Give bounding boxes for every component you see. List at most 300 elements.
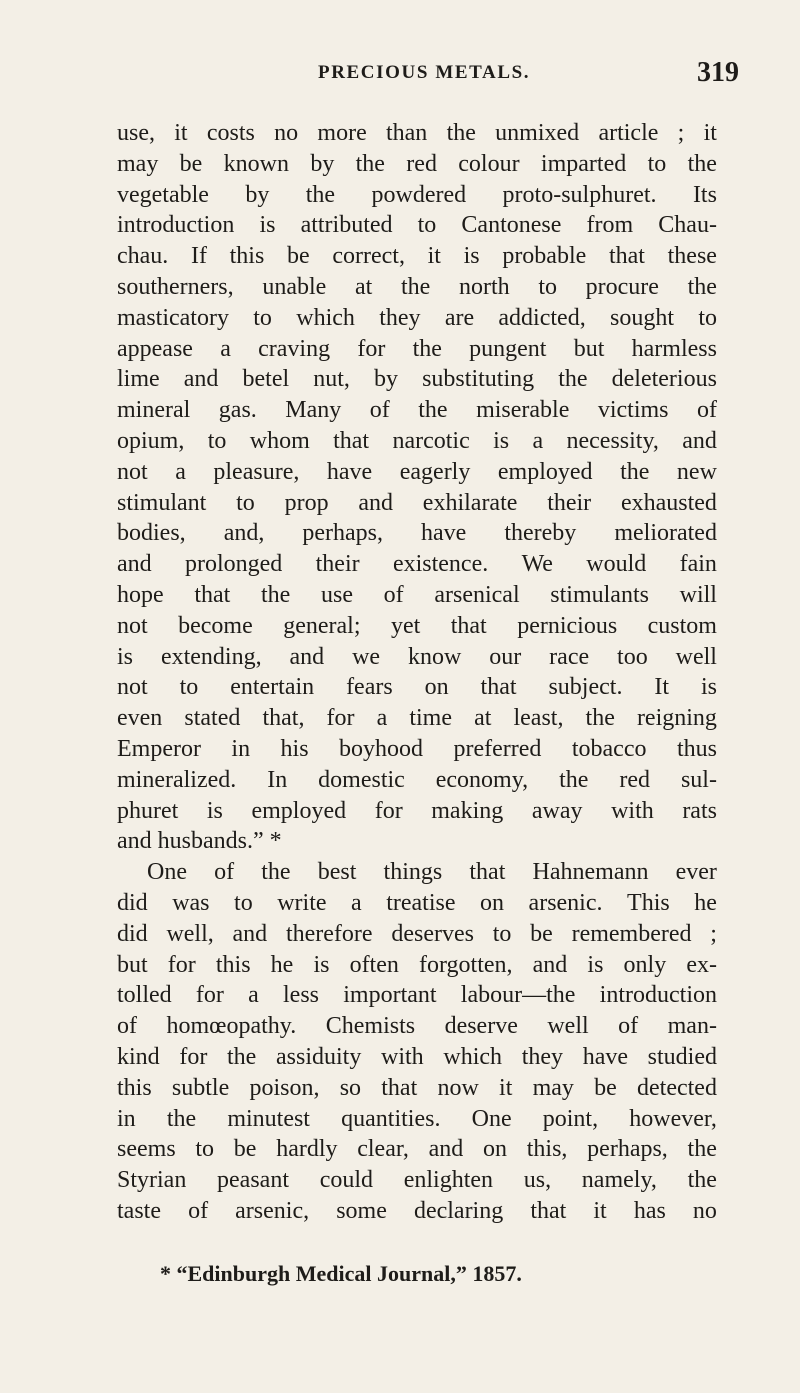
word: taste — [117, 1197, 161, 1224]
word: by — [374, 366, 398, 393]
word: on — [483, 1136, 508, 1163]
word: perhaps, — [302, 520, 383, 547]
word: new — [676, 458, 717, 485]
word: subject. — [548, 674, 623, 701]
text-line — [117, 334, 717, 365]
text-line: and husbands.” * — [117, 828, 282, 855]
page-header — [0, 57, 800, 92]
word: the — [558, 366, 588, 393]
word: write — [277, 889, 327, 916]
word: existence. — [392, 551, 489, 578]
word: well — [547, 1013, 589, 1040]
word: not — [117, 674, 148, 701]
word: with — [381, 1043, 424, 1070]
word: enlighten — [403, 1167, 494, 1194]
word: they — [521, 1043, 564, 1070]
word: he — [270, 951, 294, 978]
word: deserves — [391, 920, 474, 947]
word: to — [538, 273, 557, 300]
word: gas. — [218, 397, 257, 424]
word: assiduity — [276, 1043, 362, 1070]
word: correct, — [332, 243, 405, 270]
word: not — [117, 612, 148, 639]
word: peasant — [217, 1167, 289, 1194]
word: the — [446, 120, 476, 146]
word: that — [194, 581, 231, 608]
word: article — [598, 120, 659, 146]
text-line — [117, 118, 717, 149]
text-line — [117, 796, 717, 827]
word: quantities. — [341, 1105, 441, 1132]
word: which — [296, 304, 355, 331]
word: but — [573, 335, 605, 362]
word: be — [594, 1074, 617, 1101]
word: that — [530, 1197, 567, 1224]
word: bodies, — [117, 520, 186, 547]
word: tolled — [117, 982, 172, 1009]
word: treatise — [386, 889, 456, 916]
word: hope — [117, 581, 164, 608]
word: deleterious — [611, 366, 717, 393]
word: and — [682, 427, 717, 454]
word: clear, — [357, 1136, 409, 1163]
word: their — [315, 551, 360, 578]
word: ex- — [686, 951, 717, 978]
word: this — [215, 951, 251, 978]
word: and — [428, 1136, 464, 1163]
text-line — [117, 580, 717, 611]
word: for — [195, 982, 224, 1009]
word: to — [236, 489, 255, 516]
word: and — [183, 366, 219, 393]
word: lime — [117, 366, 160, 393]
word: vegetable — [117, 181, 209, 208]
word: colour — [458, 150, 520, 177]
word: these — [667, 243, 717, 270]
text-line — [117, 611, 717, 642]
word: probable — [502, 243, 587, 270]
word: thereby — [504, 520, 577, 547]
word: It — [654, 674, 670, 701]
word: seems — [117, 1136, 176, 1163]
word: a — [351, 889, 362, 916]
word: which — [443, 1043, 503, 1070]
word: will — [679, 581, 717, 608]
word: proto-sulphuret. — [502, 181, 657, 208]
word: with — [611, 797, 654, 824]
word: north — [458, 273, 510, 300]
word: the — [305, 181, 336, 208]
word: betel — [242, 366, 290, 393]
word: to — [179, 674, 199, 701]
word: In — [267, 766, 288, 793]
word: that — [333, 427, 370, 454]
word: domestic — [318, 766, 405, 793]
word: to — [647, 150, 667, 177]
word: and — [358, 489, 394, 516]
word: on — [424, 674, 449, 701]
word: fears — [346, 674, 393, 701]
word: prop — [284, 489, 329, 516]
word: now — [437, 1074, 479, 1101]
text-line — [117, 241, 717, 272]
word: the — [412, 335, 442, 362]
word: attributed — [300, 212, 393, 239]
word: thus — [676, 735, 717, 762]
word: from — [586, 212, 634, 239]
word: our — [489, 643, 522, 670]
text-line — [117, 672, 717, 703]
word: are — [444, 304, 475, 331]
word: stated — [184, 705, 241, 732]
word: Many — [285, 397, 342, 424]
word: necessity, — [566, 427, 659, 454]
word: Chau- — [658, 212, 717, 239]
word: this, — [526, 1136, 568, 1163]
word: arsenic. — [528, 889, 603, 916]
word: the — [687, 273, 717, 300]
word: of — [117, 1013, 137, 1040]
word: of — [369, 397, 390, 424]
word: a — [532, 427, 544, 454]
word: prolonged — [184, 551, 283, 578]
word: deserve — [444, 1013, 518, 1040]
word: for — [326, 705, 355, 732]
word: harmless — [631, 335, 717, 362]
word: sought — [610, 304, 675, 331]
word: the — [687, 150, 717, 177]
word: of — [214, 859, 235, 886]
word: whom — [249, 427, 310, 454]
word: declaring — [413, 1197, 504, 1224]
text-line — [117, 1196, 717, 1227]
word: know — [407, 643, 462, 670]
word: use — [321, 581, 353, 608]
text-line — [117, 950, 717, 981]
word: at — [474, 705, 492, 732]
word: may — [117, 150, 159, 177]
running-head: PRECIOUS METALS. — [318, 62, 531, 83]
text-line — [117, 518, 717, 549]
word: least, — [513, 705, 564, 732]
word: it — [174, 120, 188, 146]
word: masticatory — [117, 304, 229, 331]
word: ; — [710, 920, 717, 947]
word: but — [117, 951, 148, 978]
word: that — [450, 612, 487, 639]
word: us, — [523, 1167, 552, 1194]
text-line — [117, 765, 717, 796]
word: no — [692, 1197, 717, 1224]
word: have — [326, 458, 373, 485]
word: and — [232, 920, 268, 947]
word: it — [593, 1197, 607, 1224]
word: man- — [667, 1013, 717, 1040]
text-line — [117, 395, 717, 426]
word: in — [117, 1105, 136, 1132]
word: to — [207, 427, 227, 454]
word: a — [220, 335, 231, 362]
word: unable — [262, 273, 327, 300]
word: namely, — [581, 1167, 657, 1194]
word: on — [480, 889, 505, 916]
word: eagerly — [399, 458, 471, 485]
word: for — [357, 335, 386, 362]
word: and — [532, 951, 568, 978]
word: time — [409, 705, 452, 732]
word: opium, — [117, 427, 185, 454]
text-line — [117, 1011, 717, 1042]
word: is — [117, 643, 134, 670]
word: it — [703, 120, 717, 146]
word: is — [493, 427, 510, 454]
word: One — [147, 859, 187, 886]
word: making — [431, 797, 504, 824]
word: extending, — [160, 643, 262, 670]
word: red — [619, 766, 651, 793]
word: fain — [679, 551, 717, 578]
word: to — [234, 889, 253, 916]
text-line — [117, 919, 717, 950]
word: subtle — [171, 1074, 230, 1101]
word: did — [117, 920, 148, 947]
word: Emperor — [117, 735, 201, 762]
word: remembered — [571, 920, 692, 947]
text-line — [117, 734, 717, 765]
word: the — [687, 1136, 717, 1163]
word: stimulants — [550, 581, 649, 608]
word: that — [480, 674, 517, 701]
word: that, — [262, 705, 305, 732]
word: ever — [675, 859, 717, 886]
word: well, — [166, 920, 214, 947]
word: that — [469, 859, 506, 886]
word: kind — [117, 1043, 160, 1070]
word: a — [248, 982, 259, 1009]
word: known — [223, 150, 289, 177]
word: become — [178, 612, 253, 639]
word: to — [698, 304, 717, 331]
footnote: * “Edinburgh Medical Journal,” 1857. — [160, 1261, 522, 1286]
word: addicted, — [498, 304, 586, 331]
word: often — [349, 951, 399, 978]
word: general; — [283, 612, 361, 639]
word: be — [233, 1136, 257, 1163]
word: and, — [223, 520, 265, 547]
word: to — [195, 1136, 215, 1163]
word: and — [289, 643, 325, 670]
word: This — [627, 889, 670, 916]
word: only — [623, 951, 667, 978]
word: well — [675, 643, 717, 670]
word: victims — [597, 397, 669, 424]
text-line — [117, 1042, 717, 1073]
word: important — [343, 982, 437, 1009]
word: however, — [629, 1105, 717, 1132]
word: they — [379, 304, 421, 331]
word: the — [227, 1043, 257, 1070]
word: the — [261, 859, 291, 886]
text-line — [117, 364, 717, 395]
word: Cantonese — [461, 212, 562, 239]
word: Styrian — [117, 1167, 187, 1194]
text-line — [117, 1165, 717, 1196]
word: than — [385, 120, 428, 146]
word: may — [532, 1074, 574, 1101]
text-line — [117, 210, 717, 241]
word: costs — [206, 120, 255, 146]
word: by — [245, 181, 270, 208]
word: away — [531, 797, 583, 824]
text-line — [117, 703, 717, 734]
word: craving — [258, 335, 331, 362]
text-line — [117, 180, 717, 211]
text-line — [117, 1134, 717, 1165]
word: have — [421, 520, 467, 547]
text-line — [117, 888, 717, 919]
word: employed — [497, 458, 593, 485]
word: be — [287, 243, 310, 270]
word: boyhood — [339, 735, 424, 762]
word: was — [172, 889, 210, 916]
word: best — [317, 859, 357, 886]
word: procure — [585, 273, 659, 300]
word: more — [317, 120, 367, 146]
word: is — [259, 212, 276, 239]
word: so — [339, 1074, 362, 1101]
word: a — [376, 705, 388, 732]
word: a — [175, 458, 186, 485]
word: is — [463, 243, 480, 270]
word: southerners, — [117, 273, 234, 300]
word: introduction — [599, 982, 717, 1009]
word: point, — [542, 1105, 599, 1132]
word: stimulant — [117, 489, 207, 516]
word: entertain — [230, 674, 315, 701]
word: by — [310, 150, 335, 177]
word: unmixed — [495, 120, 580, 146]
word: too — [617, 643, 648, 670]
word: the — [418, 397, 448, 424]
word: things — [383, 859, 443, 886]
text-line — [117, 488, 717, 519]
word: of — [618, 1013, 639, 1040]
word: mineralized. — [117, 766, 237, 793]
word: narcotic — [392, 427, 470, 454]
text-line — [117, 549, 717, 580]
word: his — [280, 735, 309, 762]
word: reigning — [636, 705, 717, 732]
word: less — [283, 982, 319, 1009]
word: Its — [692, 181, 717, 208]
word: is — [206, 797, 223, 824]
word: we — [352, 643, 381, 670]
word: economy, — [435, 766, 529, 793]
word: and — [117, 551, 152, 578]
word: pernicious — [517, 612, 618, 639]
word: employed — [251, 797, 347, 824]
word: arsenical — [434, 581, 520, 608]
word: not — [117, 458, 148, 485]
text-line — [117, 426, 717, 457]
text-line — [117, 272, 717, 303]
word: sul- — [680, 766, 717, 793]
word: be — [179, 150, 203, 177]
word: yet — [390, 612, 421, 639]
word: phuret — [117, 797, 179, 824]
word: has — [633, 1197, 666, 1224]
word: could — [319, 1167, 374, 1194]
word: in — [231, 735, 251, 762]
word: the — [355, 150, 385, 177]
word: be — [530, 920, 553, 947]
word: labour—the — [460, 982, 576, 1009]
word: the — [620, 458, 650, 485]
word: hardly — [276, 1136, 338, 1163]
word: at — [354, 273, 373, 300]
word: introduction — [117, 212, 235, 239]
word: did — [117, 889, 148, 916]
word: it — [499, 1074, 513, 1101]
word: If — [190, 243, 207, 270]
word: preferred — [453, 735, 542, 762]
page-number: 319 — [697, 57, 739, 88]
word: the — [687, 1167, 717, 1194]
word: mineral — [117, 397, 191, 424]
word: custom — [647, 612, 717, 639]
word: pleasure, — [213, 458, 300, 485]
word: their — [547, 489, 592, 516]
text-line — [117, 303, 717, 334]
word: to — [417, 212, 437, 239]
word: for — [179, 1043, 208, 1070]
word: appease — [117, 335, 193, 362]
word: the — [559, 766, 589, 793]
word: of — [188, 1197, 209, 1224]
text-line — [117, 457, 717, 488]
body-text — [117, 118, 717, 1227]
word: that — [608, 243, 645, 270]
text-line — [117, 857, 717, 888]
word: is — [313, 951, 330, 978]
word: the — [400, 273, 431, 300]
word: nut, — [313, 366, 350, 393]
word: this — [229, 243, 265, 270]
text-line — [117, 980, 717, 1011]
word: the — [585, 705, 615, 732]
word: that — [381, 1074, 418, 1101]
word: have — [582, 1043, 628, 1070]
word: for — [167, 951, 196, 978]
text-line — [117, 1104, 717, 1135]
word: is — [587, 951, 604, 978]
word: homœopathy. — [166, 1013, 297, 1040]
word: this — [117, 1074, 152, 1101]
word: pungent — [469, 335, 547, 362]
word: race — [549, 643, 590, 670]
word: perhaps, — [587, 1136, 668, 1163]
word: rats — [682, 797, 717, 824]
word: would — [586, 551, 647, 578]
text-line — [117, 149, 717, 180]
text-line — [117, 1073, 717, 1104]
word: arsenic, — [235, 1197, 310, 1224]
word: to — [492, 920, 512, 947]
word: chau. — [117, 243, 169, 270]
text-line — [117, 642, 717, 673]
word: imparted — [540, 150, 627, 177]
word: substituting — [422, 366, 535, 393]
